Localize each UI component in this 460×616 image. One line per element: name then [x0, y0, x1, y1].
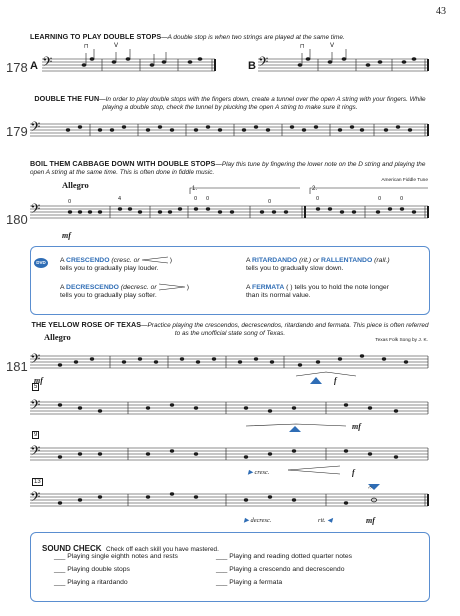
measure-number-9: 9 [34, 432, 38, 438]
exercise-180-credit: American Fiddle Tune [381, 178, 428, 183]
exercise-181-number: 181 [6, 359, 28, 374]
rallentando-abbrev: (rall.) [372, 257, 390, 264]
exercise-180-number: 180 [6, 212, 28, 227]
skill-item-fermata[interactable]: ___ Playing a fermata [216, 579, 283, 586]
exercise-178-number: 178 [6, 60, 28, 75]
svg-text:0: 0 [68, 199, 72, 205]
blue-arrow-icon: ▶ [248, 469, 253, 476]
skill-item-eighth-notes[interactable]: ___ Playing single eighth notes and rests [54, 553, 178, 560]
blue-arrow-icon: ▶ [244, 517, 249, 524]
bass-clef-icon: 𝄢 [42, 54, 53, 73]
exercise-179-title: DOUBLE THE FUN [34, 94, 100, 103]
blue-arrow-icon: ◀ [327, 517, 333, 524]
blue-arrow-icon [289, 426, 301, 432]
decrescendo-definition [60, 284, 240, 300]
rit-label: rit. [318, 517, 326, 524]
ritardando-abbrev: (rit.) or [297, 257, 322, 264]
down-bow-icon: ⊓ [300, 43, 305, 50]
fermata-text: than its normal value. [246, 292, 311, 300]
fermata-icon: 𝄐 [368, 483, 373, 492]
first-ending-label: 1. [192, 186, 198, 192]
dynamic-mf-end: mf [366, 516, 375, 525]
bass-clef-icon: 𝄢 [30, 397, 41, 416]
crescendo-a: A [60, 257, 67, 264]
crescendo-text: tells you to gradually play louder. [60, 265, 159, 273]
staff-179 [0, 116, 460, 146]
skill-item-ritardando[interactable]: ___ Playing a ritardando [54, 579, 128, 586]
up-bow-icon: V [330, 42, 335, 49]
page-number: 43 [436, 6, 446, 17]
fermata-desc: ( ) tells you to hold the note longer [284, 284, 389, 291]
ritardando-definition [246, 257, 428, 273]
fermata-keyword: FERMATA [252, 284, 285, 291]
exercise-181-tempo: Allegro [44, 332, 71, 342]
ritardando-keyword: RITARDANDO [252, 257, 298, 264]
exercise-179-description: —In order to play double stops with the fingers down, create a tunnel over the open A string with your fingers. While playing a double stop, check the tunnel by plucking the open A string to make sure it rings. [99, 96, 426, 112]
exercise-178-heading [30, 33, 430, 42]
ritardando-a: A [246, 257, 253, 264]
exercise-178-title: LEARNING TO PLAY DOUBLE STOPS [30, 32, 162, 41]
crescendo-hairpin-icon [140, 257, 170, 263]
staff-178 [0, 42, 460, 88]
dynamic-f-line1: f [334, 376, 337, 385]
exercise-180-title: BOIL THEM CABBAGE DOWN WITH DOUBLE STOPS [30, 159, 216, 168]
sound-check-subtitle: Check off each skill you have mastered. [106, 546, 219, 553]
staff-180 [0, 188, 460, 238]
dynamic-mf-start: mf [34, 376, 43, 385]
crescendo-close: ) [169, 257, 172, 264]
fermata-a: A [246, 284, 253, 291]
crescendo-abbrev: (cresc. or [109, 257, 140, 264]
exercise-180-dynamic: mf [62, 231, 71, 240]
cresc-label: cresc. [254, 469, 270, 476]
fermata-definition [246, 284, 428, 300]
decrescendo-a: A [60, 284, 67, 291]
decrescendo-keyword: DECRESCENDO [66, 284, 119, 291]
svg-text:0: 0 [206, 196, 210, 202]
svg-text:4: 4 [118, 196, 122, 202]
blue-arrow-icon [310, 377, 322, 384]
svg-text:0: 0 [268, 199, 272, 205]
svg-text:0: 0 [400, 196, 404, 202]
svg-text:0: 0 [316, 196, 320, 202]
decresc-label: decresc. [250, 517, 272, 524]
bass-clef-icon: 𝄢 [258, 54, 269, 73]
decrescendo-close: ) [186, 284, 189, 291]
exercise-179-number: 179 [6, 124, 28, 139]
bass-clef-icon: 𝄢 [30, 351, 41, 370]
skill-item-double-stops[interactable]: ___ Playing double stops [54, 566, 130, 573]
down-bow-icon: ⊓ [84, 43, 89, 50]
exercise-181-title: THE YELLOW ROSE OF TEXAS [31, 320, 142, 329]
bass-clef-icon: 𝄢 [30, 201, 41, 220]
exercise-180-tempo: Allegro [62, 180, 89, 190]
exercise-179-heading [30, 95, 430, 112]
svg-text:0: 0 [378, 196, 382, 202]
ritardando-text: tells you to gradually slow down. [246, 265, 344, 273]
part-b-label: B [248, 60, 256, 72]
decrescendo-text: tells you to gradually play softer. [60, 292, 157, 300]
decrescendo-abbrev: (decresc. or [118, 284, 157, 291]
exercise-181-description: —Practice playing the crescendos, decrescendos, ritardando and fermata. This piece is often referred to as the unofficial state song of Texas. [141, 322, 429, 338]
crescendo-keyword: CRESCENDO [66, 257, 110, 264]
exercise-181-credit: Texas Folk Song by J. K. [375, 338, 428, 343]
exercise-180-description: —Play this tune by fingering the lower note on the D string and playing the open A string at the same time. This is often done in fiddle music. [30, 161, 426, 177]
dynamic-mf-line2: mf [352, 422, 361, 431]
dynamic-f-line3: f [352, 468, 355, 477]
up-bow-icon: V [114, 42, 119, 49]
part-a-label: A [30, 60, 38, 72]
bass-clef-icon: 𝄢 [30, 119, 41, 138]
decrescendo-hairpin-icon [157, 284, 187, 290]
bass-clef-icon: 𝄢 [30, 489, 41, 508]
sound-check-title: SOUND CHECK [42, 544, 102, 553]
measure-number-13: 13 [34, 479, 41, 485]
staff-181 [0, 340, 460, 540]
second-ending-label: 2. [312, 186, 318, 192]
svg-text:0: 0 [194, 196, 198, 202]
crescendo-definition [60, 257, 240, 273]
measure-number-5: 5 [34, 384, 38, 390]
bass-clef-icon: 𝄢 [30, 443, 41, 462]
rallentando-keyword: RALLENTANDO [321, 257, 373, 264]
exercise-181-heading [30, 321, 430, 338]
exercise-180-heading [30, 160, 430, 177]
exercise-178-description: —A double stop is when two strings are played at the same time. [161, 34, 345, 41]
dvd-icon: DVD [34, 258, 48, 268]
skill-item-crescendo[interactable]: ___ Playing a crescendo and decrescendo [216, 566, 345, 573]
skill-item-dotted-quarter[interactable]: ___ Playing and reading dotted quarter notes [216, 553, 353, 560]
